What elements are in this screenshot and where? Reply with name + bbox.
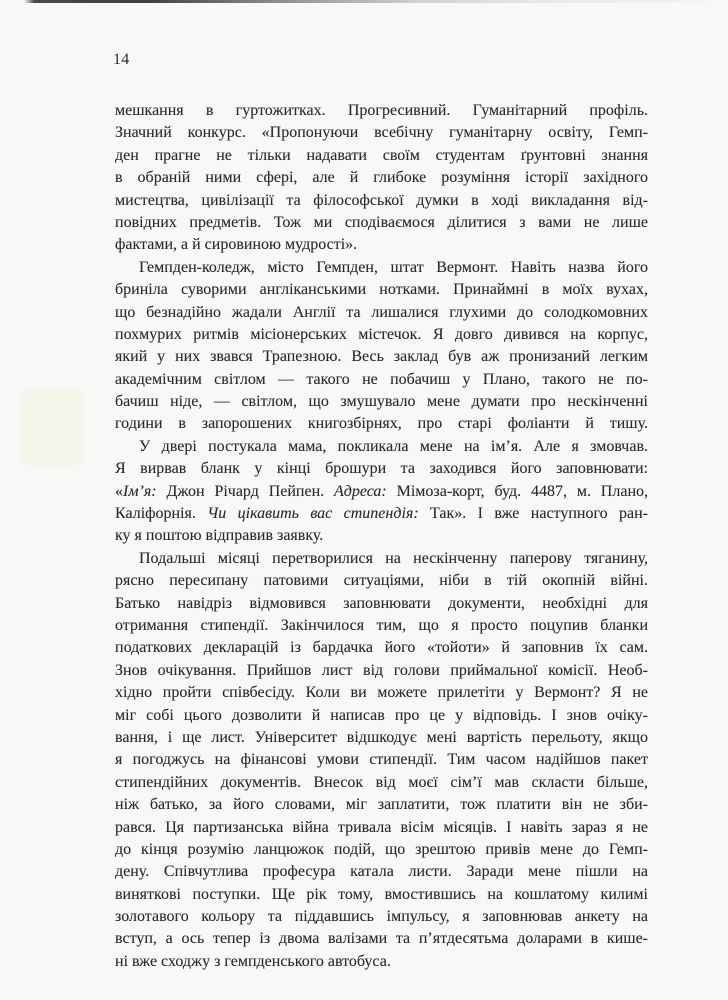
text-line: що безнадійно жадали Англії та лишалися глухими до солодкомовних xyxy=(115,303,648,321)
text-line: мешкання в гуртожитках. Прогресивний. Гуманітарний профіль. xyxy=(115,102,648,119)
text-line: Я вирвав бланк у кінці брошури та заходився його заповнювати: xyxy=(115,460,648,478)
text-run: Каліфорнія. xyxy=(115,505,208,523)
text-line: вступ, а ось тепер із двома валізами та п’ятдесятьма доларами в кише- xyxy=(115,930,648,948)
paragraph xyxy=(115,100,648,257)
text-line: ку я поштою відправив заявку. xyxy=(115,527,324,545)
text-line: вання, і ще лист. Університет відшкодує мені вартість перельоту, якщо xyxy=(115,728,648,746)
text-line: бриніла суворими англіканськими нотками. Принаймні в моїх вухах, xyxy=(115,281,648,299)
italic-text-run: Ім’я: xyxy=(123,482,157,500)
paragraph xyxy=(115,548,648,973)
text-line: академічним світлом — такого не побачиш у Плано, такого не по- xyxy=(115,370,648,388)
text-line: Батько навідріз відмовився заповнювати документи, необхідні для xyxy=(115,594,648,612)
text-line: отримання стипендії. Закінчилося тим, що я просто поцупив бланки xyxy=(115,616,648,634)
text-line: повідних предметів. Тож ми сподіваємося ділитися з вами не лише xyxy=(115,213,648,231)
scan-edge-artifact xyxy=(24,0,706,3)
scan-tint-artifact xyxy=(22,390,82,465)
text-run: « xyxy=(115,482,123,500)
text-line xyxy=(115,503,648,525)
text-line: дену. Співчутлива професура катала листи. Заради мене пішли на xyxy=(115,863,648,881)
text-run: Джон Річард Пейпен. xyxy=(156,482,334,500)
text-line: я погоджусь на фінансові умови стипендії. Тим часом надійшов пакет xyxy=(115,751,648,769)
text-line xyxy=(115,481,648,503)
text-line: хідно пройти співбесіду. Коли ви можете прилетіти у Вермонт? Я не xyxy=(115,684,648,702)
text-column xyxy=(115,100,648,973)
text-line: мистецтва, цивілізації та філософської думки в ході викладання від- xyxy=(115,191,648,209)
paragraph xyxy=(115,257,648,436)
text-line: ні вже сходжу з гемпденського автобуса. xyxy=(115,952,391,970)
text-line: ден прагне не тільки надавати своїм студентам ґрунтовні знання xyxy=(115,146,648,164)
text-run: Мімоза-корт, буд. 4487, м. Плано, xyxy=(386,482,649,500)
text-line: міг собі цього дозволити й написав про це у відповідь. І знов очіку- xyxy=(115,706,648,724)
text-line: стипендійних документів. Внесок від моєї сім’ї мав скласти більше, xyxy=(115,773,648,791)
text-line: рався. Ця партизанська війна тривала вісім місяців. І навіть зараз я не xyxy=(115,818,648,836)
text-line: який у них звався Трапезною. Весь заклад був аж пронизаний легким xyxy=(115,348,648,366)
text-line: виняткові поступки. Ще рік тому, вмостившись на кошлатому килимі xyxy=(115,885,648,903)
page-number: 14 xyxy=(113,51,130,68)
text-line: Знов очікування. Прийшов лист від голови приймальної комісії. Необ- xyxy=(115,661,648,679)
text-line: в обраній ними сфері, але й глибоке розуміння історії західного xyxy=(115,169,648,187)
text-line: Подальші місяці перетворилися на нескінченну паперову тяганину, xyxy=(139,549,648,567)
italic-text-run: Чи цікавить вас стипендія: xyxy=(207,505,419,523)
text-line: золотавого кольору та піддавшись імпульсу, я заповнював анкету на xyxy=(115,908,648,926)
paragraph xyxy=(115,436,648,548)
text-line: рясно пересипану патовими ситуаціями, ніби в тій окопній війні. xyxy=(115,572,648,590)
text-line: години в запорошених книгозбірнях, про старі фоліанти й тишу. xyxy=(115,415,648,433)
text-line: до кінця розумію ланцюжок подій, що зрештою привів мене до Гемп- xyxy=(115,840,648,858)
text-run: Так». І вже наступного ран- xyxy=(418,505,648,523)
text-line: Значний конкурс. «Пропонуючи всебічну гуманітарну освіту, Гемп- xyxy=(115,124,648,142)
italic-text-run: Адреса: xyxy=(333,482,387,500)
text-line: бачиш ніде, — світлом, що змушувало мене думати про нескінченні xyxy=(115,393,648,411)
text-line: Гемпден-коледж, місто Гемпден, штат Вермонт. Навіть назва його xyxy=(139,258,648,276)
text-line: У двері постукала мама, покликала мене на ім’я. Але я змовчав. xyxy=(139,437,648,455)
text-line: ніж батько, за його словами, міг заплатити, тож платити він не зби- xyxy=(115,796,648,814)
text-line: фактами, а й сировиною мудрості». xyxy=(115,236,358,254)
text-line: податкових декларацій із бардачка його «тойоти» й заповнив їх сам. xyxy=(115,639,648,657)
text-line: похмурих ритмів місіонерських містечок. Я довго дивився на корпус, xyxy=(115,325,648,343)
